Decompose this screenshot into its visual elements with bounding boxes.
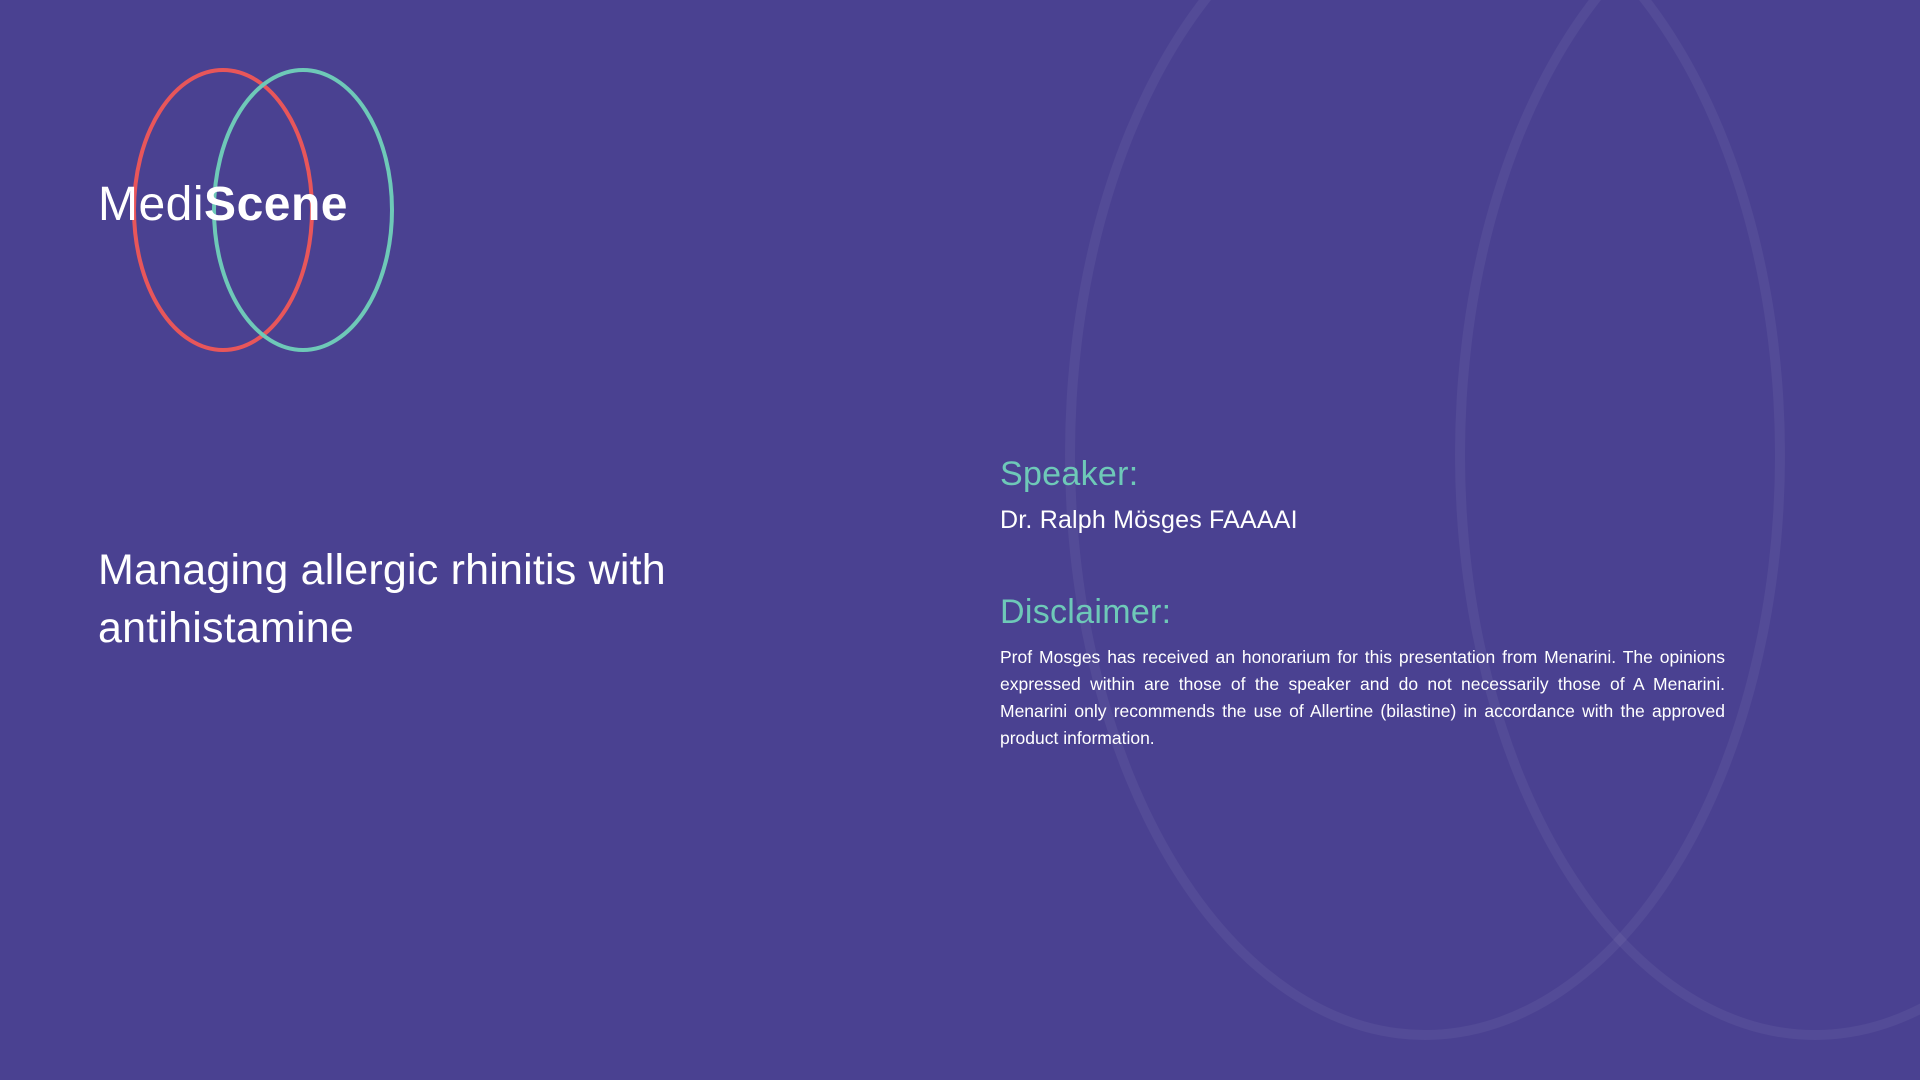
disclaimer-text: Prof Mosges has received an honorarium for this presentation from Menarini. The opinions expressed within are those of the speaker and do not necessarily those of A Menarini. Menarini only recommends the use of Allertine (bilastine) in accordance with the approved product information. <box>1000 647 1725 749</box>
logo-wordmark <box>98 177 438 232</box>
page-title: Managing allergic rhinitis with antihistamine <box>98 545 666 652</box>
speaker-name: Dr. Ralph Mösges FAAAAI <box>1000 506 1298 534</box>
disclaimer-heading: Disclaimer: <box>1000 593 1172 631</box>
slide-bottom-edge <box>0 1076 1920 1080</box>
logo-word-medi: Medi <box>98 178 205 231</box>
mediscene-logo <box>98 60 428 360</box>
speaker-heading: Speaker: <box>1000 455 1139 493</box>
logo-word-scene: Scene <box>204 178 348 231</box>
disclaimer-block <box>1000 593 1730 753</box>
slide-details <box>1000 455 1730 753</box>
speaker-block <box>1000 455 1730 535</box>
